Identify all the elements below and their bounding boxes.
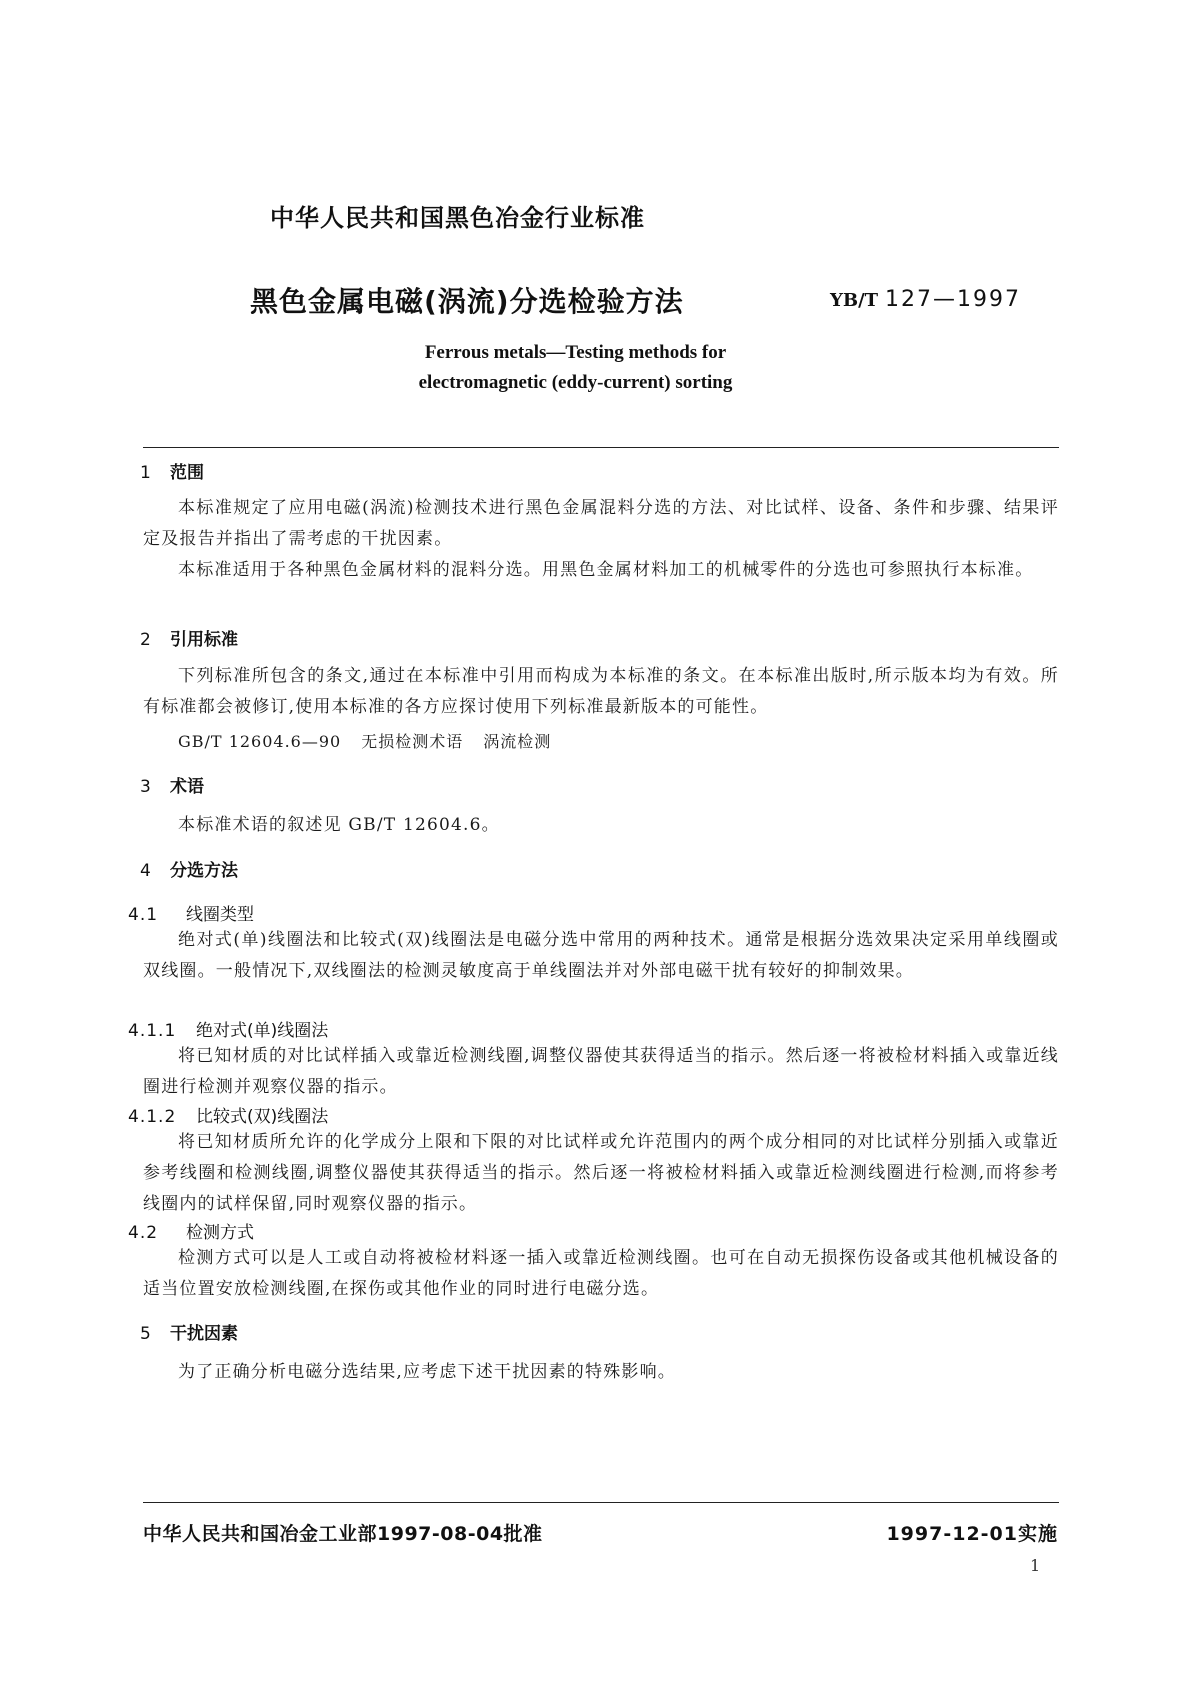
paragraph: 将已知材质所允许的化学成分上限和下限的对比试样或允许范围内的两个成分相同的对比试样分别插入或靠近参考线圈和检测线圈,调整仪器使其获得适当的指示。然后逐一将被检材料插入或靠近检测线圈进行检测,而将参考线圈内的试样保留,同时观察仪器的指示。 xyxy=(143,1132,1059,1214)
paragraph: 检测方式可以是人工或自动将被检材料逐一插入或靠近检测线圈。也可在自动无损探伤设备或其他机械设备的适当位置安放检测线圈,在探伤或其他作业的同时进行电磁分选。 xyxy=(143,1248,1059,1299)
section-heading-4 xyxy=(140,856,238,881)
reference-subtitle: 涡流检测 xyxy=(483,732,552,751)
standard-code-prefix: YB/T xyxy=(830,290,879,311)
effective-date: 1997-12-01实施 xyxy=(886,1523,1058,1545)
paragraph: 将已知材质的对比试样插入或靠近检测线圈,调整仪器使其获得适当的指示。然后逐一将被检材料插入或靠近线圈进行检测并观察仪器的指示。 xyxy=(143,1046,1059,1097)
reference-code: GB/T 12604.6—90 xyxy=(178,732,342,751)
paragraph: 绝对式(单)线圈法和比较式(双)线圈法是电磁分选中常用的两种技术。通常是根据分选效果决定采用单线圈或双线圈。一般情况下,双线圈法的检测灵敏度高于单线圈法并对外部电磁干扰有较好的抑制效果。 xyxy=(143,930,1059,981)
paragraph: 本标准术语的叙述见 GB/T 12604.6。 xyxy=(178,815,500,835)
subsection-number: 4.1.1 xyxy=(128,1021,177,1041)
issuer-heading: 中华人民共和国黑色冶金行业标准 xyxy=(270,204,645,232)
section-number: 5 xyxy=(140,1324,151,1344)
approval-statement: 中华人民共和国冶金工业部1997-08-04批准 xyxy=(143,1523,543,1545)
section-title: 引用标准 xyxy=(170,630,238,650)
subsection-title: 绝对式(单)线圈法 xyxy=(196,1021,329,1041)
standard-code xyxy=(830,287,1021,312)
subsection-heading-4-1 xyxy=(128,900,254,925)
section-heading-2 xyxy=(140,625,238,650)
subsection-heading-4-1-1 xyxy=(128,1016,328,1041)
subsection-title: 线圈类型 xyxy=(186,905,254,925)
section-number: 3 xyxy=(140,777,151,797)
section-title: 术语 xyxy=(170,777,204,797)
section-number: 4 xyxy=(140,861,151,881)
paragraph: 本标准规定了应用电磁(涡流)检测技术进行黑色金属混料分选的方法、对比试样、设备、条件和步骤、结果评定及报告并指出了需考虑的干扰因素。 xyxy=(143,498,1059,549)
paragraph: 本标准适用于各种黑色金属材料的混料分选。用黑色金属材料加工的机械零件的分选也可参照执行本标准。 xyxy=(178,560,1034,580)
top-divider xyxy=(143,447,1059,448)
section-number: 1 xyxy=(140,463,151,483)
page-number: 1 xyxy=(1030,1556,1041,1575)
subsection-heading-4-1-2 xyxy=(128,1102,328,1127)
english-title-line2: electromagnetic (eddy-current) sorting xyxy=(418,372,733,393)
paragraph: 下列标准所包含的条文,通过在本标准中引用而构成为本标准的条文。在本标准出版时,所示版本均为有效。所有标准都会被修订,使用本标准的各方应探讨使用下列标准最新版本的可能性。 xyxy=(143,666,1059,717)
subsection-number: 4.2 xyxy=(128,1223,159,1243)
section-heading-1 xyxy=(140,458,204,483)
bottom-divider xyxy=(143,1502,1059,1503)
subsection-title: 比较式(双)线圈法 xyxy=(196,1107,329,1127)
english-title-line1: Ferrous metals—Testing methods for xyxy=(424,342,727,363)
subsection-heading-4-2 xyxy=(128,1218,254,1243)
reference-title: 无损检测术语 xyxy=(361,732,464,751)
subsection-title: 检测方式 xyxy=(186,1223,254,1243)
section-heading-5 xyxy=(140,1319,238,1344)
subsection-number: 4.1.2 xyxy=(128,1107,177,1127)
section-number: 2 xyxy=(140,630,151,650)
reference-entry xyxy=(178,729,571,752)
paragraph: 为了正确分析电磁分选结果,应考虑下述干扰因素的特殊影响。 xyxy=(178,1362,677,1382)
standard-code-number: 127—1997 xyxy=(885,287,1022,312)
section-title: 分选方法 xyxy=(170,861,238,881)
standard-title: 黑色金属电磁(涡流)分选检验方法 xyxy=(250,285,684,318)
section-title: 干扰因素 xyxy=(170,1324,238,1344)
subsection-number: 4.1 xyxy=(128,905,159,925)
section-heading-3 xyxy=(140,772,204,797)
section-title: 范围 xyxy=(170,463,204,483)
